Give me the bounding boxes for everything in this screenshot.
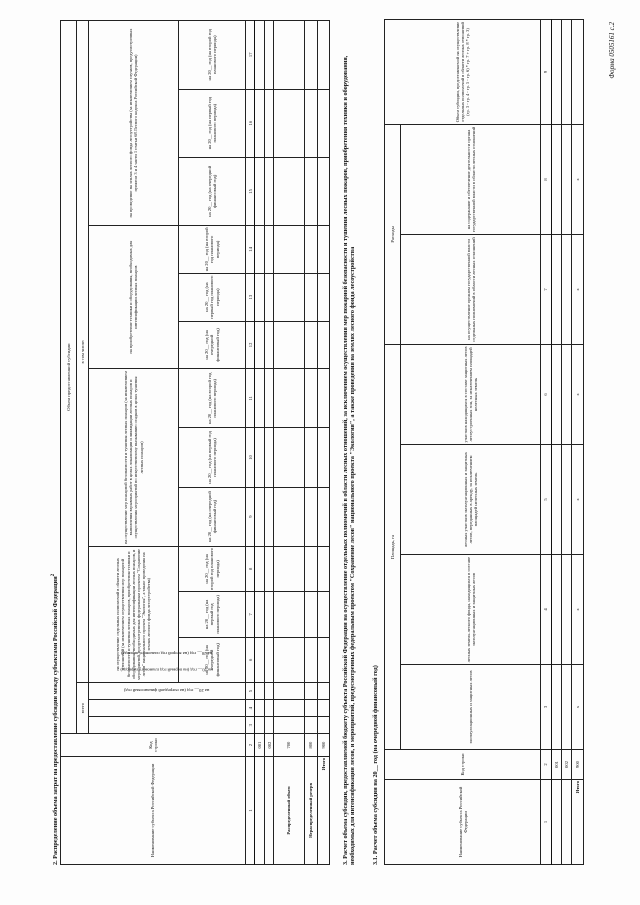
table-row-total xyxy=(318,21,330,865)
header-g1-y1: на 20__ год (на очередной финансовый год) xyxy=(178,637,245,682)
cell xyxy=(255,756,264,864)
header-name: Наименование субъекта Российской Федерации xyxy=(385,780,541,865)
x-mark: x xyxy=(572,234,584,344)
header-name: Наименование субъекта Российской Федерации xyxy=(61,756,246,864)
row-code: 001 xyxy=(255,734,264,757)
table-row xyxy=(264,21,273,865)
row-label: Распределенный объем xyxy=(274,756,304,864)
x-mark: x xyxy=(572,124,584,234)
row-code: 700 xyxy=(274,734,304,757)
header-group2: на осуществление мер пожарной безопасности и тушения лесных пожаров (за исключением выполнения взрывных работ в целях локализации и ликвидации лесных пожаров и осуществления мероприятий по искусственному вызыванию осадков в целях тушения лесных пожаров) xyxy=(88,369,178,546)
header-code: Код строки xyxy=(385,750,541,780)
header-a4: участков находящихся в составе защитных лесов лесоустроенных зон, за исключением площадей нелесных земель xyxy=(401,344,541,444)
col-num: 9 xyxy=(246,487,255,546)
row-code: 900 xyxy=(318,734,330,757)
header-g2-y2: на 20__ год (на первый год планового периода) xyxy=(178,428,245,487)
col-num: 6 xyxy=(541,344,551,444)
col-num: 7 xyxy=(541,234,551,344)
header-group3: на приобретение техники и оборудования, необходимых для интенсификации лесных пожаров xyxy=(88,226,178,369)
row-code: 800 xyxy=(304,734,318,757)
x-mark: x xyxy=(572,344,584,444)
header-g4-y3: на 20__ год (на второй год планового периода) xyxy=(178,21,245,90)
col-num: 4 xyxy=(246,700,255,717)
row-label: Итого xyxy=(318,756,330,864)
col-num: 1 xyxy=(246,756,255,864)
row-code: 002 xyxy=(264,734,273,757)
section3-subtitle: 3.1. Расчет объема субсидии на 20__ год (на очередной финансовый год) xyxy=(372,665,379,865)
table-row xyxy=(551,19,561,864)
table-row-undistributed xyxy=(304,21,318,865)
col-num: 16 xyxy=(246,89,255,157)
col-num: 8 xyxy=(246,546,255,591)
col-num: 7 xyxy=(246,592,255,637)
section3-title: 3. Расчет объема субсидии, предоставляемой бюджету субъекта Российской Федерации на осуществление отдельных полномочий в области лесных отношений, за исключением осуществления мер пожарной безопасности и тушения лесных пожаров, приобретения техники и оборудования, необходимых для интенсификации лесов, и мероприятий, предусмотренных федеральным проектом "Сохранение лесов" национального проекта "Экология", а также проведения на землях лесного фонда лесоустройства xyxy=(342,55,356,865)
col-num: 5 xyxy=(246,683,255,700)
header-total-y1: на 20__ год (на очередной финансовый год) xyxy=(88,717,245,734)
row-code: 001 xyxy=(551,750,561,780)
header-g4-y2: на 20__ год (на первый год планового периода) xyxy=(178,89,245,157)
distribution-table xyxy=(60,20,330,865)
column-numbers-row xyxy=(246,21,255,865)
col-num: 1 xyxy=(541,780,551,865)
table-row-distributed xyxy=(274,21,304,865)
col-num: 11 xyxy=(246,369,255,428)
header-total: всего xyxy=(77,683,89,734)
header-g4-y1: на 20__ год (на очередной финансовый год) xyxy=(178,157,245,225)
col-num: 4 xyxy=(541,555,551,665)
header-g2-y3: на 20__ год (на второй год планового периода) xyxy=(178,369,245,428)
row-label: Нераспределенный резерв xyxy=(304,756,318,864)
header-g2-y1: на 20__ год (на очередной финансовый год) xyxy=(178,487,245,546)
col-num: 5 xyxy=(541,445,551,555)
x-mark: x xyxy=(572,665,584,750)
x-mark: x xyxy=(572,555,584,665)
row-label: Итого xyxy=(572,780,584,865)
subsidy-calc-table xyxy=(384,19,584,865)
header-a3: лесных участков эксплуатационных и защитных лесов, переданных в аренду, за исключением площадей нелесных земель xyxy=(401,445,541,555)
header-total: Объем субсидии, предоставляемой на осуществление отдельных полномочий в области лесных отношений (гр. 3 - гр. 4 - гр. 5 - гр. 6) * гр. 7 + гр. 8 * гр. 3) xyxy=(385,19,541,124)
header-incl: в том числе: xyxy=(77,21,89,683)
header-e2: на содержание и обеспечение деятельности органа государственной власти в области лесных отношений xyxy=(401,124,541,234)
header-total-y3: на 20__ год (на второй год планового периода) xyxy=(88,683,245,700)
row-code: 900 xyxy=(572,750,584,780)
col-num: 10 xyxy=(246,428,255,487)
header-volume: Объем предоставленной субсидии xyxy=(61,21,77,734)
col-num: 12 xyxy=(246,321,255,369)
col-num: 15 xyxy=(246,157,255,225)
header-a1: эксплуатационных и защитных лесов xyxy=(401,665,541,750)
header-g3-y3: на 20__ год (на второй год планового периода) xyxy=(178,226,245,274)
header-g3-y1: на 20__ год (на очередной финансовый год) xyxy=(178,321,245,369)
col-num: 3 xyxy=(541,665,551,750)
table-row xyxy=(562,19,572,864)
col-num: 2 xyxy=(541,750,551,780)
header-group4: на проведение на землях лесного фонда лесоустройства (за исключением случаев, предусмотренных пунктом 3 и 4 части 1 статьи 68 Лесного кодекса Российской Федерации) xyxy=(88,21,178,226)
col-num: 6 xyxy=(246,637,255,682)
x-mark: x xyxy=(572,445,584,555)
header-e1: на осуществление органом государственной власти отдельных полномочий в области лесных отношений xyxy=(401,234,541,344)
header-a2: лесных земель лесного фонда, находящихся в составе эксплуатационных и защитных лесов xyxy=(401,555,541,665)
header-group1: на осуществление отдельных полномочий в области лесных отношений (за исключением осуществления мер пожарной безопасности и тушения лесных пожаров, приобретения техники и оборудования, необходимых для интенсификации лесных пожаров, и мероприятий, предусмотренных федеральным проектом "Сохранение лесов" национального проекта "Экология", а также проведения на землях лесного фонда лесоустройства) xyxy=(88,546,178,682)
col-num: 17 xyxy=(246,21,255,90)
col-num: 13 xyxy=(246,273,255,321)
row-code: 002 xyxy=(562,750,572,780)
col-num: 14 xyxy=(246,226,255,274)
section2-title: 2. Распределение объема затрат на предоставление субсидии между субъектами Российской Федерации$^2$ xyxy=(50,573,60,865)
column-numbers-row xyxy=(541,19,551,864)
header-area: Площадь, га xyxy=(385,344,401,749)
col-num: 9 xyxy=(541,19,551,124)
cell xyxy=(264,756,273,864)
header-g1-y2: на 20__ год (на первый год планового периода) xyxy=(178,592,245,637)
col-num: 2 xyxy=(246,734,255,757)
form-label: Форма 0505161 с.2 xyxy=(608,22,616,79)
table-row-total xyxy=(572,19,584,864)
table-row xyxy=(255,21,264,865)
header-total-y2: на 20__ год (на первый год планового периода) xyxy=(88,700,245,717)
header-g1-y3: на 20__ год (на второй год планового периода) xyxy=(178,546,245,591)
header-expenses: Расходы xyxy=(385,124,401,344)
header-code: Код строки xyxy=(61,734,246,757)
col-num: 3 xyxy=(246,717,255,734)
header-g3-y2: на 20__ год (на первый год планового периода) xyxy=(178,273,245,321)
col-num: 8 xyxy=(541,124,551,234)
